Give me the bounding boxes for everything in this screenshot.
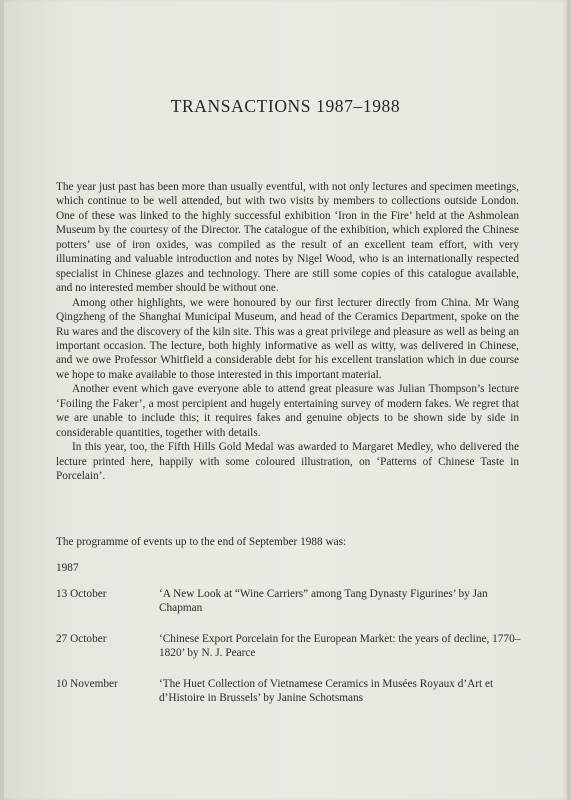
event-row: [56, 587, 526, 616]
event-row: [56, 632, 526, 661]
event-date: 27 October: [56, 632, 107, 645]
event-description: ‘Chinese Export Porcelain for the European Market: the years of decline, 1770–1820’ by N. J. Pearce: [159, 632, 521, 660]
paragraph: The year just past has been more than usually eventful, with not only lectures and specimen meetings, which continue to be well attended, but with two visits by members to collections outside London. One of these was linked to the highly successful exhibition ‘Iron in the Fire’ held at the Ashmolean Museum by the courtesy of the Director. The catalogue of the exhibition, which explored the Chinese potters’ use of iron oxides, was compiled as the result of an excellent team effort, with very illuminating and valuable introduction and notes by Nigel Wood, who is an internationally respected specialist in Chinese glazes and technology. There are still some copies of this catalogue available, and no interested member should be without one.: [56, 181, 519, 295]
page-title: TRANSACTIONS 1987–1988: [170, 96, 401, 116]
programme-year: 1987: [56, 562, 79, 574]
event-description: ‘The Huet Collection of Vietnamese Ceramics in Musées Royaux d’Art et d’Histoire in Brussels’ by Janine Schotsmans: [159, 677, 494, 705]
event-description: ‘A New Look at “Wine Carriers” among Tang Dynasty Figurines’ by Jan Chapman: [159, 588, 488, 615]
paragraph: Another event which gave everyone able to attend great pleasure was Julian Thompson’s lecture ‘Foiling the Faker’, a most percipient and hugely entertaining survey of modern fakes. We regret that we are unable to include this; it requires fakes and genuine objects to be shown side by side in considerable quantities, together with details.: [56, 383, 519, 439]
event-date: 13 October: [56, 588, 107, 600]
document-page: [4, 0, 567, 800]
event-date: 10 November: [56, 677, 118, 690]
events-list: [56, 587, 526, 721]
paragraph: In this year, too, the Fifth Hills Gold Medal was awarded to Margaret Medley, who delivered the lecture printed here, happily with some coloured illustration, on ‘Patterns of Chinese Taste in Porcelain’.: [56, 441, 519, 483]
event-row: [56, 677, 526, 706]
body-text: [56, 180, 519, 484]
paragraph: Among other highlights, we were honoured by our first lecturer directly from China. Mr Wang Qingzheng of the Shanghai Municipal Museum, and head of the Ceramics Department, spoke on the Ru wares and the discovery of the kiln site. This was a great privilege and pleasure as well as being an important occasion. The lecture, both highly informative as well as witty, was delivered in Chinese, and we owe Professor Whitfield a considerable debt for his excellent translation which in due course we hope to make available to those interested in this important material.: [56, 296, 519, 381]
programme-intro: The programme of events up to the end of September 1988 was:: [56, 536, 347, 548]
